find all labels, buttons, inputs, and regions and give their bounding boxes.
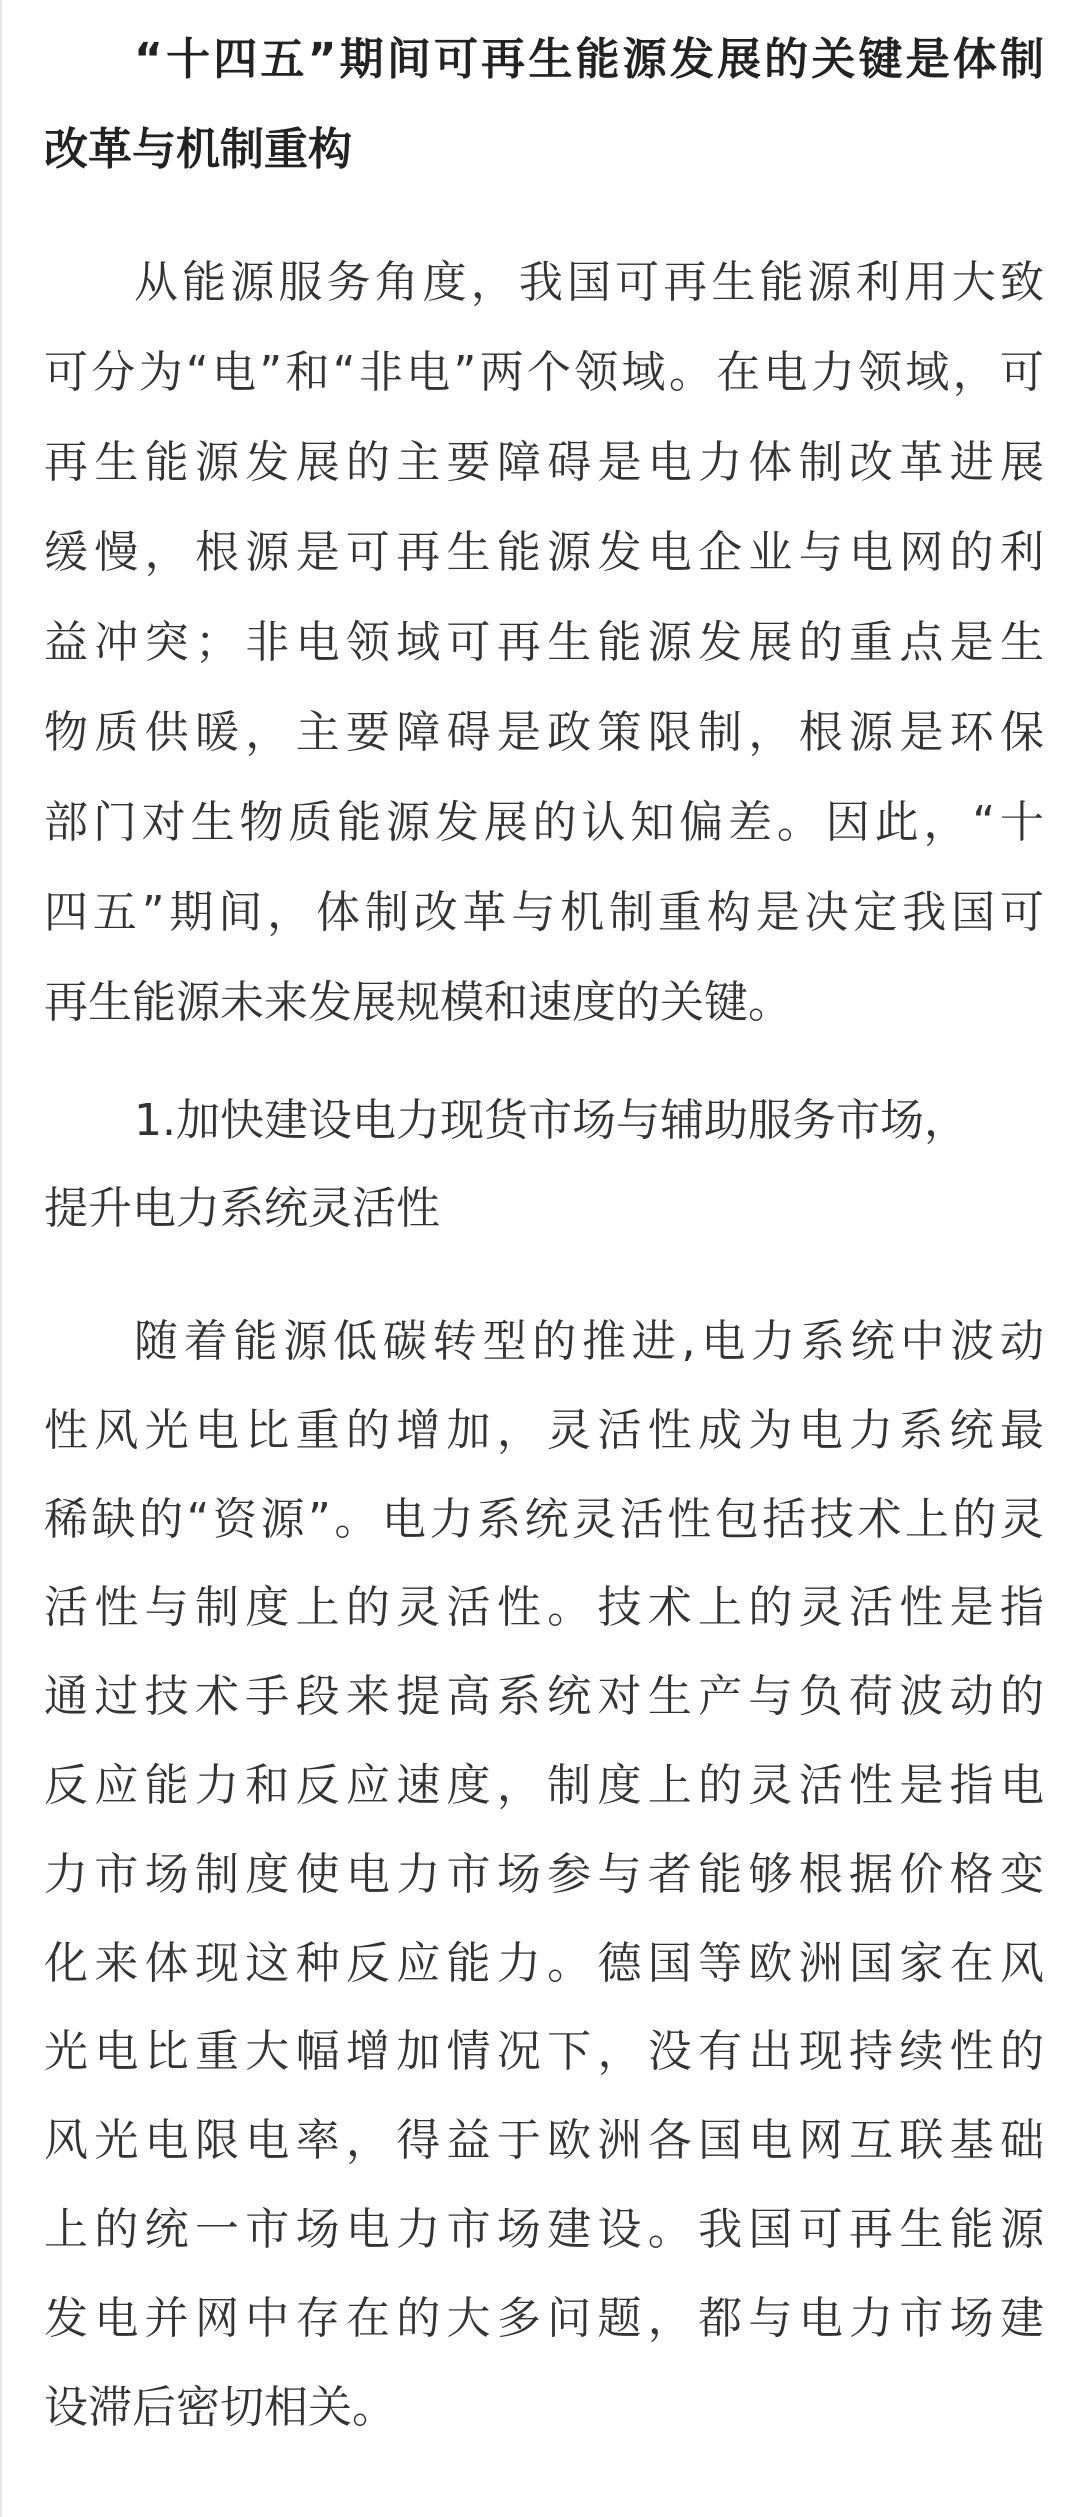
- text-line: 再生能源未来发展规模和速度的关键。: [44, 977, 792, 1028]
- paragraph-1: [44, 238, 1044, 1048]
- paragraph-2: [44, 1298, 1044, 2452]
- text-line: 上的统一市场电力市场建设。我国可再生能源: [44, 2203, 1044, 2255]
- text-line: 通过技术手段来提高系统对生产与负荷波动的: [44, 1671, 1044, 1723]
- text-line: 可分为“电”和“非电”两个领域。在电力领域，可: [44, 347, 1044, 398]
- text-line: 益冲突；非电领域可再生能源发展的重点是生: [44, 617, 1044, 668]
- subheading-line: 1.加快建设电力现货市场与辅助服务市场，: [134, 1095, 968, 1146]
- text-line: 物质供暖，主要障碍是政策限制，根源是环保: [44, 707, 1044, 758]
- title-line: 改革与机制重构: [44, 124, 352, 175]
- section-title: [44, 15, 1044, 195]
- text-line: 力市场制度使电力市场参与者能够根据价格变: [44, 1848, 1044, 1900]
- title-line: “十四五”期间可再生能源发展的关键是体制: [134, 34, 1044, 85]
- text-line: 部门对生物质能源发展的认知偏差。因此，“十: [44, 797, 1044, 848]
- text-line: 风光电限电率，得益于欧洲各国电网互联基础: [44, 2115, 1044, 2167]
- text-line: 随着能源低碳转型的推进,电力系统中波动: [134, 1316, 1044, 1367]
- subheading-1: [44, 1077, 1044, 1253]
- text-line: 反应能力和反应速度，制度上的灵活性是指电: [44, 1759, 1044, 1811]
- text-line: 发电并网中存在的大多问题，都与电力市场建: [44, 2292, 1044, 2344]
- text-line: 缓慢，根源是可再生能源发电企业与电网的利: [44, 527, 1044, 578]
- text-line: 从能源服务角度，我国可再生能源利用大致: [134, 257, 1044, 308]
- text-line: 化来体现这种反应能力。德国等欧洲国家在风: [44, 1937, 1044, 1989]
- text-line: 光电比重大幅增加情况下，没有出现持续性的: [44, 2026, 1044, 2078]
- text-line: 四五”期间，体制改革与机制重构是决定我国可: [44, 887, 1044, 938]
- text-line: 设滞后密切相关。: [44, 2381, 396, 2433]
- left-edge-divider: [0, 0, 2, 2517]
- text-line: 活性与制度上的灵活性。技术上的灵活性是指: [44, 1582, 1044, 1634]
- text-line: 再生能源发展的主要障碍是电力体制改革进展: [44, 437, 1044, 488]
- subheading-line: 提升电力系统灵活性: [44, 1183, 440, 1234]
- text-line: 性风光电比重的增加，灵活性成为电力系统最: [44, 1404, 1044, 1456]
- text-line: 稀缺的“资源”。电力系统灵活性包括技术上的灵: [44, 1493, 1044, 1545]
